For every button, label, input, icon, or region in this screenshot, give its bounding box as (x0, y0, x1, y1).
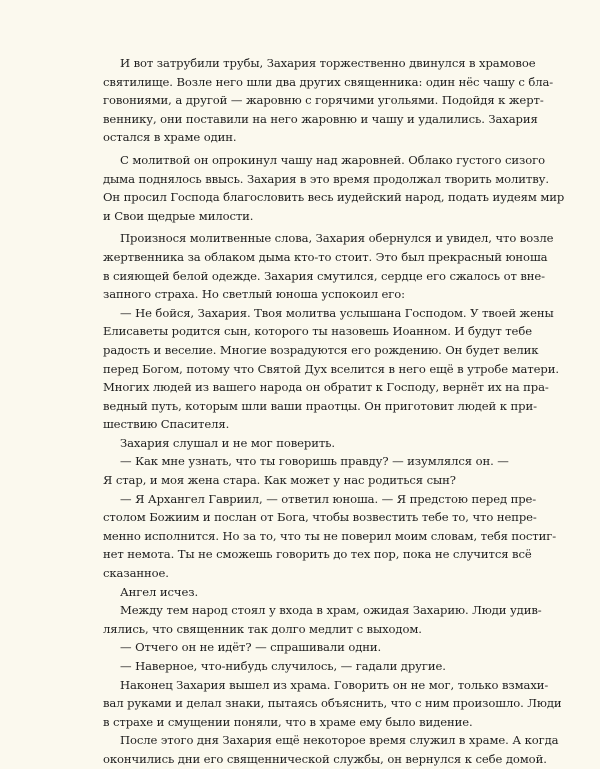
text-line: жертвенника за облаком дыма кто-то стоит. Это был прекрасный юноша (103, 249, 548, 264)
paragraph (103, 638, 523, 657)
text-line: После этого дня Захария ещё некоторое время служил в храме. А когда (120, 733, 559, 748)
text-line: Ангел исчез. (120, 584, 199, 599)
text-line: — Не бойся, Захария. Твоя молитва услышана Господом. У твоей жены (120, 305, 554, 320)
text-line: веннику, они поставили на него жаровню и чашу и удалились. Захария (103, 111, 538, 126)
text-line: Он просил Господа благословить весь иудейский народ, подать иудеям мир (103, 190, 565, 205)
text-line: нет немота. Ты не сможешь говорить до тех пор, пока не случится всё (103, 547, 532, 562)
text-line: святилище. Возле него шли два других священника: один нёс чашу с бла- (103, 74, 554, 89)
text-line: Я стар, и моя жена стара. Как может у нас родиться сын? (103, 473, 456, 488)
text-line: — Отчего он не идёт? — спрашивали одни. (120, 640, 382, 655)
paragraph (103, 676, 562, 732)
text-line: столом Божиим и послан от Бога, чтобы возвестить тебе то, что непре- (103, 510, 537, 525)
paragraph (103, 601, 542, 638)
body-text (103, 54, 565, 769)
paragraph (103, 490, 557, 583)
paragraph (103, 434, 523, 453)
text-line: говониями, а другой — жаровню с горячими угольями. Подойдя к жерт- (103, 93, 544, 108)
paragraph (103, 452, 523, 489)
text-line: — Я Архангел Гавриил, — ответил юноша. — Я предстою перед пре- (120, 491, 537, 506)
text-line: лялись, что священник так долго медлит с выходом. (103, 621, 422, 636)
text-line: в сияющей белой одежде. Захария смутился, сердце его сжалось от вне- (103, 268, 545, 283)
text-line: Между тем народ стоял у входа в храм, ожидая Захарию. Люди удив- (120, 603, 542, 618)
text-line: И вот затрубили трубы, Захария торжественно двинулся в храмовое (120, 56, 536, 70)
text-line: ведный путь, которым шли ваши праотцы. Он приготовит людей к при- (103, 398, 537, 413)
paragraph (103, 54, 554, 147)
paragraph (103, 229, 554, 303)
text-line: остался в храме один. (103, 130, 237, 145)
paragraph (103, 151, 565, 225)
text-line: менно исполнится. Но за то, что ты не поверил моим словам, тебя постиг- (103, 528, 557, 543)
text-line: окончились дни его священнической службы, он вернулся к себе домой. (103, 751, 547, 766)
text-line: Произнося молитвенные слова, Захария обернулся и увидел, что возле (120, 231, 554, 246)
text-line: Елисаветы родится сын, которого ты назовешь Иоанном. И будут тебе (103, 324, 532, 339)
text-line: перед Богом, потому что Святой Дух вселится в него ещё в утробе матери. (103, 361, 559, 376)
text-line: — Наверное, что-нибудь случилось, — гадали другие. (120, 659, 446, 673)
text-line: Многих людей из вашего народа он обратит к Господу, вернёт их на пра- (103, 380, 549, 395)
paragraph (103, 657, 523, 676)
text-line: запного страха. Но светлый юноша успокоил его: (103, 287, 405, 302)
paragraph (103, 304, 559, 434)
text-line: Наконец Захария вышел из храма. Говорить он не мог, только взмахи- (120, 677, 549, 692)
paragraph (103, 583, 523, 602)
text-line: дыма поднялось ввысь. Захария в это время продолжал творить молитву. (103, 171, 549, 186)
text-line: Захария слушал и не мог поверить. (120, 435, 335, 450)
text-line: в страхе и смущении поняли, что в храме ему было видение. (103, 714, 473, 729)
text-line: С молитвой он опрокинул чашу над жаровней. Облако густого сизого (120, 152, 545, 167)
text-line: сказанное. (103, 566, 169, 581)
text-line: радость и веселие. Многие возрадуются его рождению. Он будет велик (103, 342, 539, 357)
text-line: вал руками и делал знаки, пытаясь объяснить, что с ним произошло. Люди (103, 696, 562, 711)
text-line: и Свои щедрые милости. (103, 208, 254, 223)
text-line: шествию Спасителя. (103, 417, 230, 432)
text-line: — Как мне узнать, что ты говоришь правду? — изумлялся он. — (120, 454, 509, 469)
